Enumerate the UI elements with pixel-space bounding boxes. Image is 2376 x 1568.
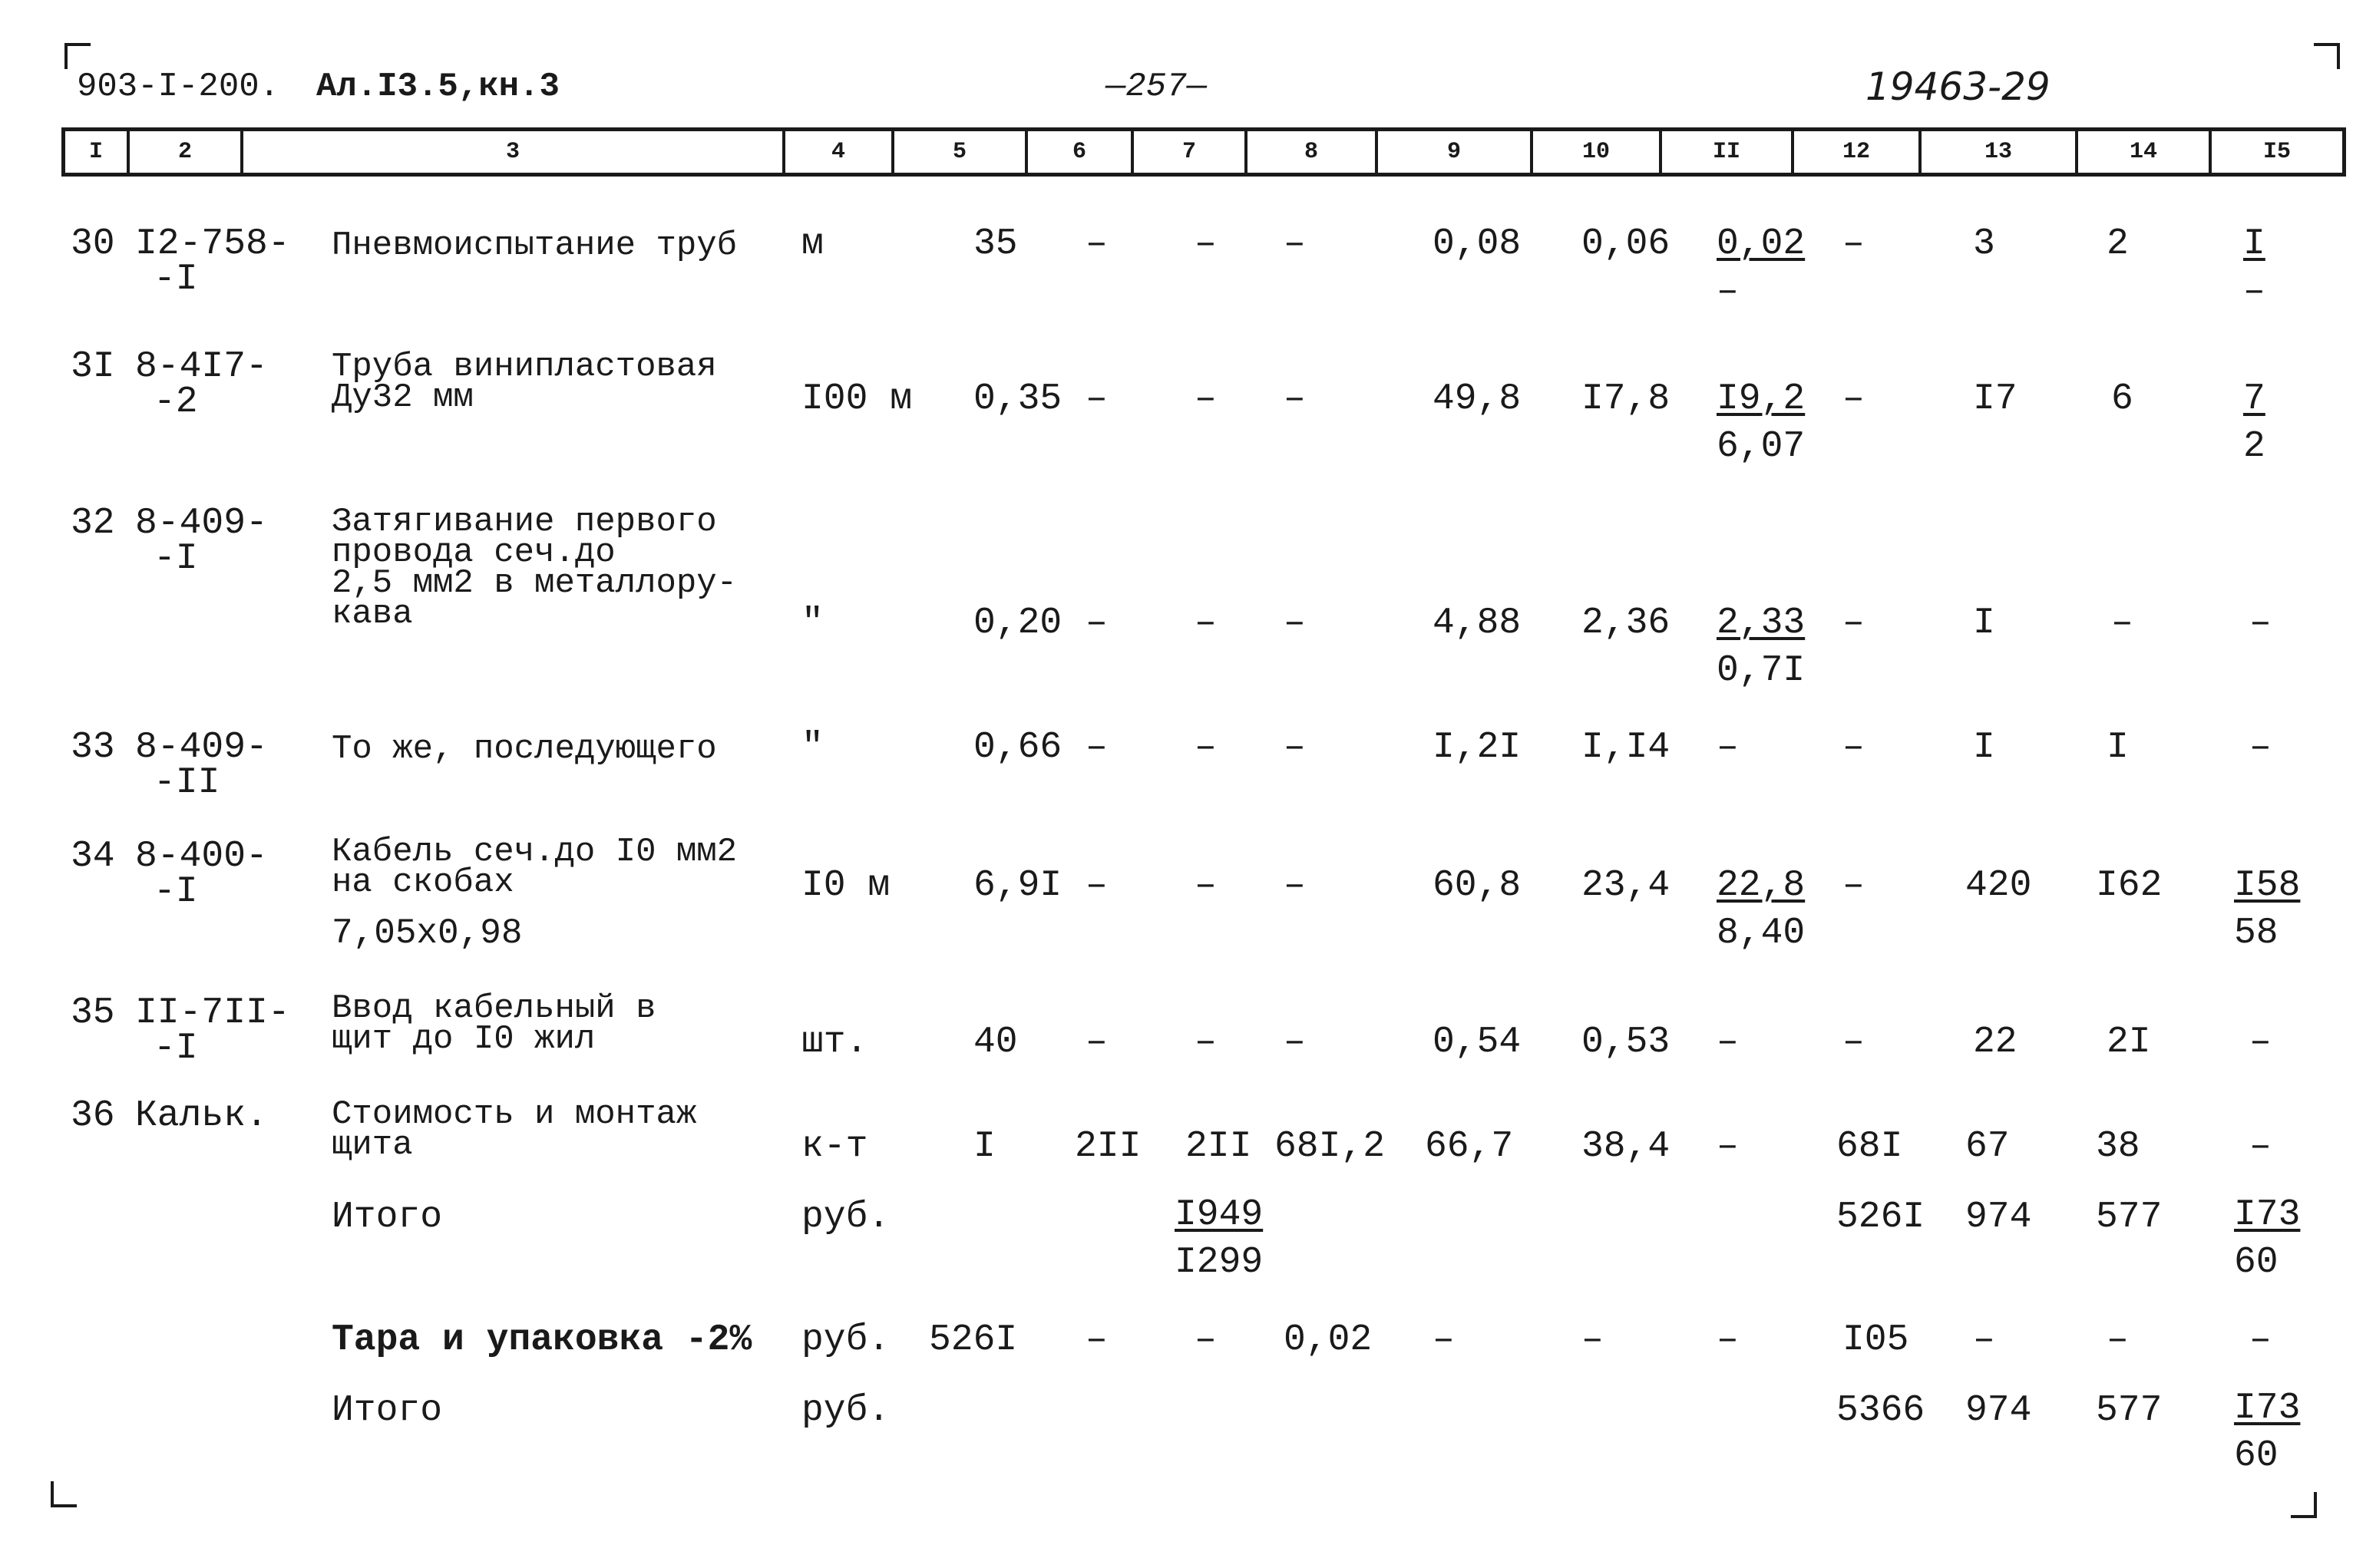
cell: I <box>2107 727 2129 768</box>
column-number: 12 <box>1794 131 1922 173</box>
cell: – <box>1842 727 1865 768</box>
cell: 5366 <box>1836 1390 1925 1431</box>
cell: 3 <box>1973 223 1995 265</box>
cell: 4,88 <box>1433 602 1522 644</box>
cell: 974 <box>1965 1197 2032 1238</box>
total-label: Итого <box>332 1197 443 1238</box>
work-description: Ввод кабельный в щит до I0 жил <box>332 989 656 1058</box>
denominator: 0,7I <box>1717 650 1806 692</box>
column-number: 2 <box>130 131 243 173</box>
rate-code: -2 <box>154 381 198 423</box>
rate-code: -I <box>154 259 198 300</box>
column-number: II <box>1662 131 1794 173</box>
column-number: 9 <box>1378 131 1533 173</box>
column-number: 7 <box>1134 131 1247 173</box>
row-number: 32 <box>71 503 115 544</box>
fraction-cell <box>2234 1191 2300 1286</box>
fraction-cell <box>2243 220 2265 315</box>
work-description: Стоимость и монтаж щита <box>332 1095 697 1164</box>
cell: – <box>2111 602 2133 644</box>
row-number: 30 <box>71 223 115 265</box>
row-number: 3I <box>71 346 115 388</box>
cell: – <box>1433 1319 1455 1361</box>
cell: 49,8 <box>1433 378 1522 420</box>
cell: – <box>1284 1022 1306 1063</box>
corner-mark-top-left <box>64 43 91 69</box>
cell: 6 <box>2111 378 2133 420</box>
unit: шт. <box>801 1022 868 1063</box>
column-number: I <box>65 131 130 173</box>
unit: I0 м <box>801 865 891 906</box>
cell: – <box>1284 223 1306 265</box>
cell: 2,36 <box>1581 602 1670 644</box>
cell: – <box>1973 1319 1995 1361</box>
fraction-cell <box>1717 862 1805 957</box>
work-description: То же, последующего <box>332 730 717 768</box>
rate-code: I2-758- <box>135 223 290 265</box>
cell: 60,8 <box>1433 865 1522 906</box>
numerator: I58 <box>2234 865 2301 906</box>
cell: I05 <box>1842 1319 1909 1361</box>
numerator: I <box>2243 223 2265 265</box>
denominator: 6,07 <box>1717 426 1806 467</box>
cell: I <box>1973 727 1995 768</box>
numerator: I9,2 <box>1717 378 1806 420</box>
cell: 420 <box>1965 865 2032 906</box>
cell: – <box>1842 865 1865 906</box>
quantity: 0,20 <box>973 602 1062 644</box>
cell: – <box>1086 1022 1108 1063</box>
unit: руб. <box>801 1197 891 1238</box>
quantity: I <box>973 1126 996 1167</box>
numerator: 0,02 <box>1717 223 1806 265</box>
cell: 577 <box>2096 1197 2163 1238</box>
cell: – <box>1086 727 1108 768</box>
cell: 68I,2 <box>1274 1126 1386 1167</box>
cell: I,I4 <box>1581 727 1670 768</box>
quantity: 6,9I <box>973 865 1062 906</box>
rate-code: -I <box>154 871 198 913</box>
row-number: 35 <box>71 992 115 1034</box>
cell: 0,53 <box>1581 1022 1670 1063</box>
cell: – <box>1581 1319 1604 1361</box>
cell: – <box>1195 602 1217 644</box>
cell: 974 <box>1965 1390 2032 1431</box>
cell: – <box>1842 1022 1865 1063</box>
fraction-cell <box>1175 1191 1263 1286</box>
unit: к-т <box>801 1126 868 1167</box>
cell: – <box>1195 1319 1217 1361</box>
cell: – <box>1195 1022 1217 1063</box>
album-reference: Ал.I3.5,кн.3 <box>316 68 560 106</box>
cell: I7 <box>1973 378 2017 420</box>
fraction-cell <box>2243 375 2265 470</box>
denominator: 60 <box>2234 1242 2279 1283</box>
unit: I00 м <box>801 378 913 420</box>
inventory-number: 19463-29 <box>1865 64 2050 109</box>
column-number: 10 <box>1533 131 1662 173</box>
numerator: 2,33 <box>1717 602 1806 644</box>
cell: – <box>1284 602 1306 644</box>
corner-mark-bottom-right <box>2291 1492 2317 1518</box>
cell: – <box>1717 1022 1739 1063</box>
rate-code: 8-409- <box>135 503 268 544</box>
cell: I62 <box>2096 865 2163 906</box>
cell: – <box>1842 223 1865 265</box>
cell: 577 <box>2096 1390 2163 1431</box>
fraction-cell <box>2234 1385 2300 1480</box>
cell: – <box>2249 602 2272 644</box>
cell: 0,54 <box>1433 1022 1522 1063</box>
cell: 0,08 <box>1433 223 1522 265</box>
total-label: Итого <box>332 1390 443 1431</box>
corner-mark-bottom-left <box>51 1481 77 1507</box>
quantity: 0,66 <box>973 727 1062 768</box>
cell: – <box>2249 1126 2272 1167</box>
work-description: Пневмоиспытание труб <box>332 226 738 265</box>
cell: 0,02 <box>1284 1319 1373 1361</box>
cell: – <box>2249 1319 2272 1361</box>
cell: – <box>1842 378 1865 420</box>
cell: – <box>1086 378 1108 420</box>
cell: – <box>1717 1126 1739 1167</box>
quantity: 40 <box>973 1022 1018 1063</box>
cell: – <box>1195 865 1217 906</box>
cell: – <box>2249 727 2272 768</box>
page-number: —257— <box>1105 68 1208 106</box>
rate-code: 8-409- <box>135 727 268 768</box>
cell: – <box>1195 223 1217 265</box>
quantity: 35 <box>973 223 1018 265</box>
rate-code: -I <box>154 538 198 579</box>
fraction-cell <box>2234 862 2300 957</box>
cell: – <box>1284 865 1306 906</box>
denominator: – <box>2243 271 2265 312</box>
row-number: 36 <box>71 1095 115 1137</box>
cell: 2 <box>2107 223 2129 265</box>
work-description: Труба винипластовая Ду32 мм <box>332 348 717 417</box>
cell: – <box>1842 602 1865 644</box>
cell: 526I <box>929 1319 1018 1361</box>
cell: I <box>1973 602 1995 644</box>
cell: – <box>1284 727 1306 768</box>
numerator: I73 <box>2234 1194 2301 1236</box>
denominator: I299 <box>1175 1242 1264 1283</box>
cell: – <box>1086 1319 1108 1361</box>
column-number: I5 <box>2262 139 2291 165</box>
cell: 22 <box>1973 1022 2017 1063</box>
row-number: 34 <box>71 836 115 877</box>
unit: руб. <box>801 1390 891 1431</box>
cell: – <box>1086 865 1108 906</box>
fraction-cell <box>1717 599 1805 695</box>
denominator: 8,40 <box>1717 913 1806 954</box>
cell: – <box>2107 1319 2129 1361</box>
cell: – <box>1195 378 1217 420</box>
column-number: 8 <box>1247 131 1378 173</box>
rate-code: Кальк. <box>135 1095 268 1137</box>
cell: I,2I <box>1433 727 1522 768</box>
column-number: 13 <box>1922 131 2078 173</box>
denominator: 58 <box>2234 913 2279 954</box>
cell: 67 <box>1965 1126 2010 1167</box>
packaging-label: Тара и упаковка -2% <box>332 1319 752 1361</box>
cell: – <box>2249 1022 2272 1063</box>
cell: I7,8 <box>1581 378 1670 420</box>
denominator: – <box>1717 271 1739 312</box>
cell: – <box>1086 602 1108 644</box>
cell: 0,06 <box>1581 223 1670 265</box>
cell: 526I <box>1836 1197 1925 1238</box>
cell: 2II <box>1185 1126 1252 1167</box>
numerator: I949 <box>1175 1194 1264 1236</box>
fraction-cell <box>1717 220 1805 315</box>
cell: – <box>1717 1319 1739 1361</box>
cell: – <box>1284 378 1306 420</box>
quantity: 0,35 <box>973 378 1062 420</box>
cell: 38 <box>2096 1126 2140 1167</box>
fraction-cell <box>1717 375 1805 470</box>
cable-dimensions: 7,05х0,98 <box>332 913 523 953</box>
cell: 68I <box>1836 1126 1903 1167</box>
numerator: I73 <box>2234 1388 2301 1429</box>
cell: 2II <box>1075 1126 1142 1167</box>
column-number: 3 <box>243 131 785 173</box>
row-number: 33 <box>71 727 115 768</box>
cell: – <box>1717 727 1739 768</box>
work-description: Кабель сеч.до I0 мм2 на скобах <box>332 833 738 902</box>
numerator: 22,8 <box>1717 865 1806 906</box>
column-number-row <box>61 127 2346 177</box>
cell: 23,4 <box>1581 865 1670 906</box>
unit: м <box>801 223 824 265</box>
rate-code: -I <box>154 1028 198 1069</box>
numerator: 7 <box>2243 378 2265 420</box>
unit: руб. <box>801 1319 891 1361</box>
cell: 38,4 <box>1581 1126 1670 1167</box>
column-number: 5 <box>894 131 1028 173</box>
column-number: 6 <box>1028 131 1134 173</box>
unit: " <box>801 727 824 768</box>
column-number: 14 <box>2078 131 2212 173</box>
column-number: 4 <box>785 131 894 173</box>
document-code: 903-I-200. <box>77 68 280 106</box>
corner-mark-top-right <box>2314 43 2340 69</box>
rate-code: 8-400- <box>135 836 268 877</box>
work-description: Затягивание первого провода сеч.до 2,5 мм2 в металлору- кава <box>332 503 738 633</box>
cell: 66,7 <box>1425 1126 1514 1167</box>
cell: – <box>1086 223 1108 265</box>
rate-code: 8-4I7- <box>135 346 268 388</box>
rate-code: -II <box>154 762 220 804</box>
denominator: 60 <box>2234 1435 2279 1477</box>
rate-code: II-7II- <box>135 992 290 1034</box>
cell: 2I <box>2107 1022 2151 1063</box>
cell: – <box>1195 727 1217 768</box>
unit: " <box>801 602 824 644</box>
denominator: 2 <box>2243 426 2265 467</box>
